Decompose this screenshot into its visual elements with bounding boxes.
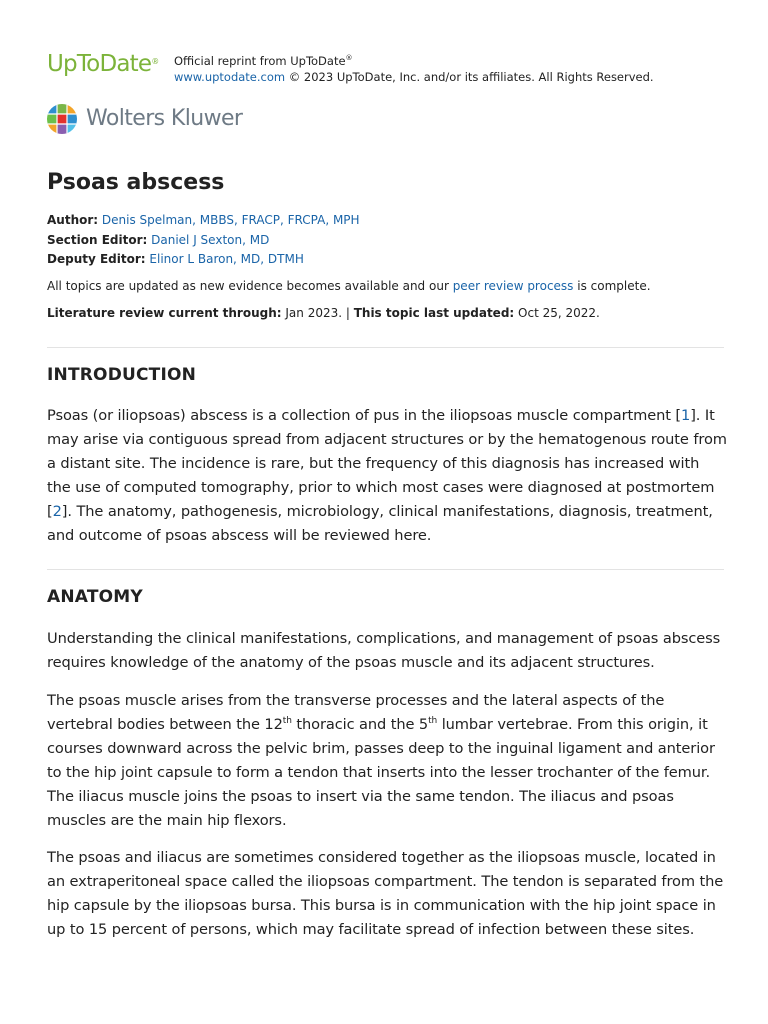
anatomy-paragraph-1: Understanding the clinical manifestations, complications, and management of psoas abscess requires knowledge of the anatomy of the psoas muscle and its adjacent structures. [47,630,721,671]
article-title: Psoas abscess [47,170,225,195]
author-link[interactable]: Denis Spelman, MBBS, FRACP, FRCPA, MPH [101,213,360,227]
ordinal-suffix: th [428,716,438,727]
credit-deputy-editor [47,250,360,270]
review-dates [47,305,600,321]
last-updated-label: This topic last updated: [353,306,515,320]
brand-registered-mark: ® [151,57,159,66]
credit-label: Section Editor: [47,232,148,247]
credit-section-editor [47,231,360,251]
introduction-paragraph [47,404,727,548]
reference-link-2[interactable]: 2 [52,503,62,520]
copyright-text: © 2023 UpToDate, Inc. and/or its affiliates. All Rights Reserved. [285,69,654,84]
uptodate-logo[interactable] [47,50,158,78]
anatomy-paragraph-3: The psoas and iliacus are sometimes considered together as the iliopsoas muscle, located in an extraperitoneal space called the iliopsoas compartment. The tendon is separated from the hip capsule by the iliopsoas bursa. This bursa is in communication with the hip joint space in up to 15 percent of persons, which may facilitate spread of infection between these sites. [47,849,724,938]
reprint-line [174,50,654,69]
reprint-registered-mark: ® [345,54,353,62]
section-editor-link[interactable]: Daniel J Sexton, MD [151,232,270,247]
copyright-line [174,69,654,85]
article-credits [47,211,360,270]
reference-link-1[interactable]: 1 [681,407,691,424]
ordinal-suffix: th [282,716,292,727]
deputy-editor-link[interactable]: Elinor L Baron, MD, DTMH [149,252,304,266]
wolters-kluwer-wordmark: Wolters Kluwer [86,106,243,131]
reprint-text: Official reprint from UpToDate [174,53,346,68]
wolters-kluwer-globe-icon [47,104,77,134]
brand-name: UpToDate [47,51,152,77]
paragraph-text: ]. The anatomy, pathogenesis, microbiology, clinical manifestations, diagnosis, treatment, and outcome of psoas abscess will be reviewed here. [47,503,713,544]
reprint-notice [174,50,654,85]
update-note [47,278,651,294]
last-updated-value: Oct 25, 2022. [514,306,600,320]
update-note-text: All topics are updated as new evidence becomes available and our [47,279,453,293]
credit-label: Author: [47,213,99,227]
literature-review-value: Jan 2023. | [281,306,354,320]
section-heading-anatomy: ANATOMY [47,587,143,607]
uptodate-url-link[interactable]: www.uptodate.com [174,69,286,84]
paragraph-text: thoracic and the 5 [291,716,429,733]
section-heading-introduction: INTRODUCTION [47,365,197,385]
section-divider [47,569,724,570]
credit-author [47,211,360,231]
section-divider [47,347,724,348]
reprint-header [47,48,727,82]
paragraph-text: Psoas (or iliopsoas) abscess is a collection of pus in the iliopsoas muscle compartment [ [47,407,682,424]
paragraph-text: lumbar vertebrae. From this origin, it courses downward across the pelvic brim, passes deep to the inguinal ligament and anterior to the hip joint capsule to form a tendon that inserts into the lesser trochanter of the femur. The iliacus muscle joins the psoas to insert via the same tendon. The iliacus and psoas muscles are the main hip flexors. [47,716,715,829]
credit-label: Deputy Editor: [47,252,146,266]
wolters-kluwer-logo[interactable] [47,104,257,134]
paragraph-text: ]. It may arise via contiguous spread from adjacent structures or by the hematogenous route from a distant site. The incidence is rare, but the frequency of this diagnosis has increased with the use of computed tomography, prior to which most cases were diagnosed at postmortem [ [47,407,727,520]
anatomy-paragraph-2 [47,689,727,833]
peer-review-link[interactable]: peer review process [452,279,574,293]
update-note-text-end: is complete. [573,279,651,293]
paragraph-text: The psoas muscle arises from the transverse processes and the lateral aspects of the vertebral bodies between the 12 [47,692,665,733]
literature-review-label: Literature review current through: [47,306,282,320]
